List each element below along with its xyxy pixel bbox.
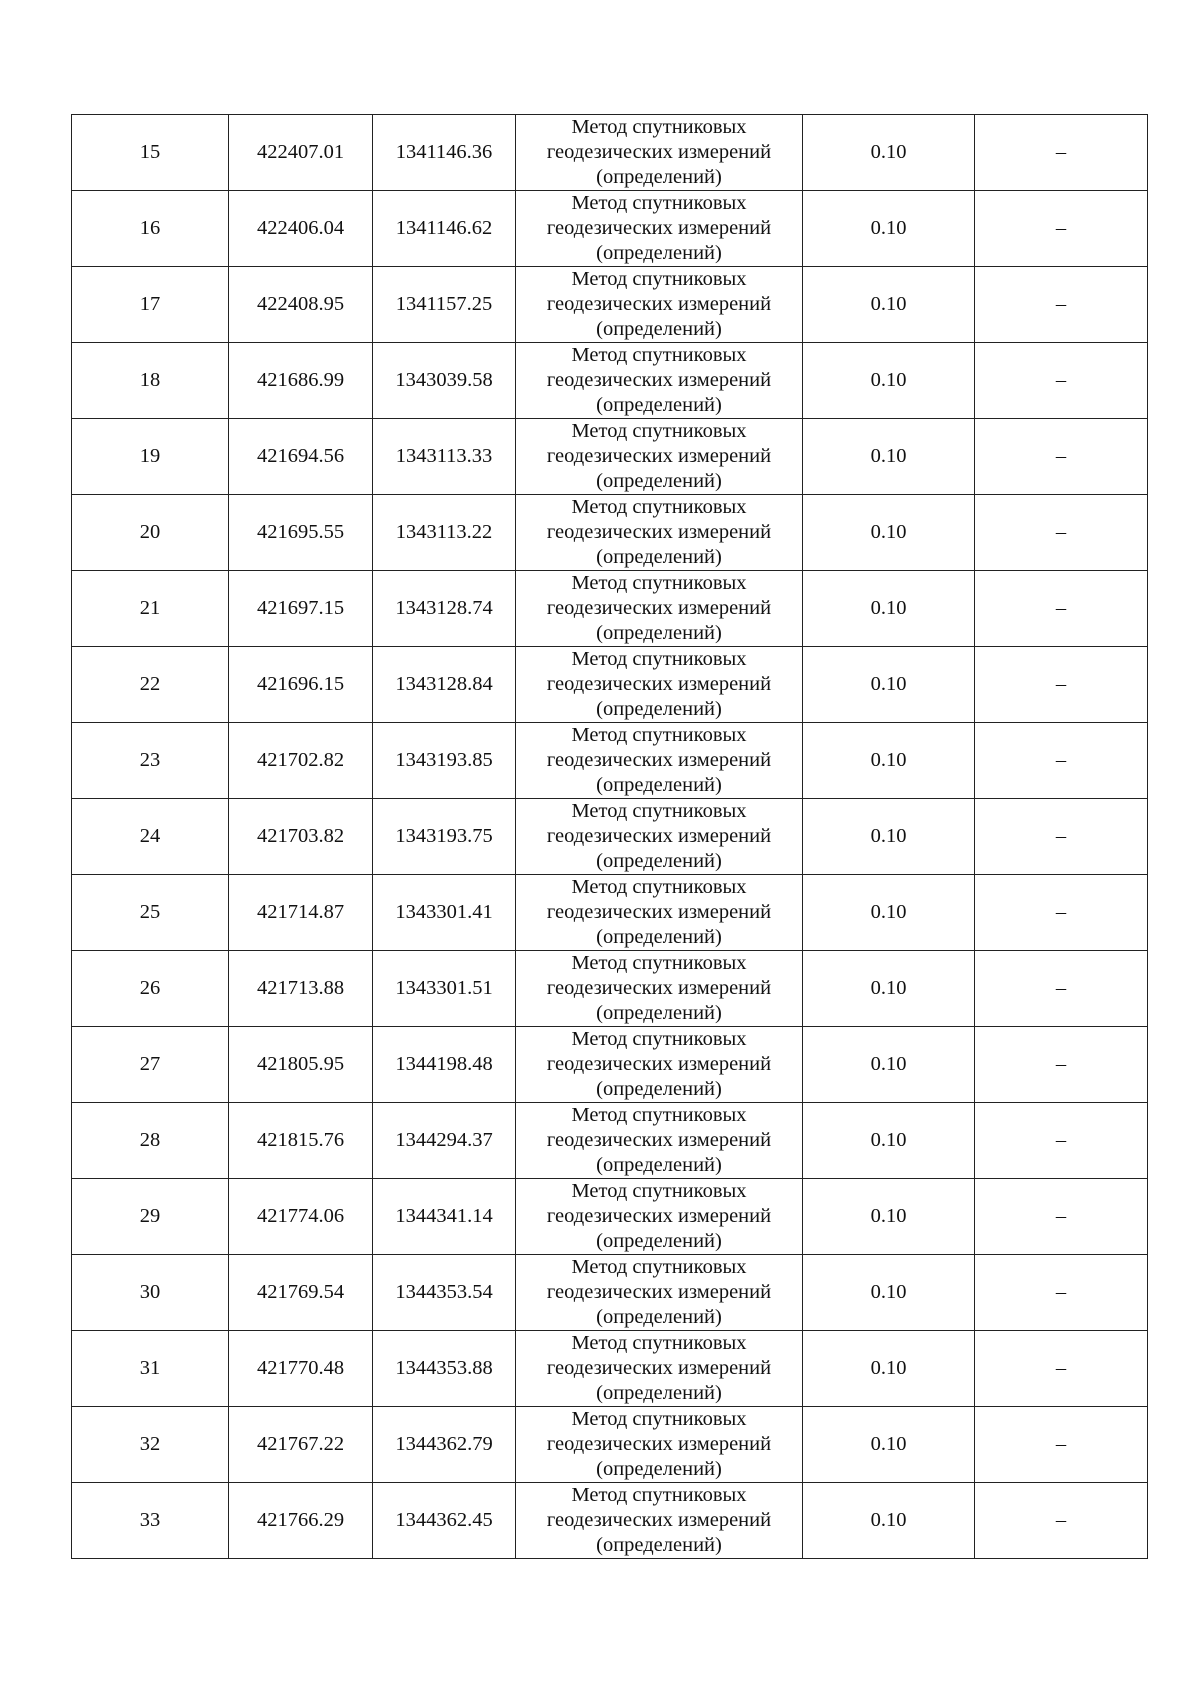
- y-coordinate-cell: 1343113.22: [373, 495, 516, 571]
- accuracy-cell: 0.10: [803, 1179, 975, 1255]
- note-cell: –: [975, 1331, 1148, 1407]
- note-cell: –: [975, 1103, 1148, 1179]
- accuracy-cell: 0.10: [803, 1331, 975, 1407]
- method-line: геодезических измерений: [546, 521, 772, 543]
- table-row: [72, 723, 1148, 799]
- method-line: Метод спутниковых: [571, 1484, 747, 1506]
- y-coordinate-cell: 1344353.54: [373, 1255, 516, 1331]
- note-cell: –: [975, 419, 1148, 495]
- method-line: Метод спутниковых: [571, 952, 747, 974]
- point-number-cell: 26: [72, 951, 229, 1027]
- method-line: геодезических измерений: [546, 445, 772, 467]
- x-coordinate-cell: 421695.55: [229, 495, 373, 571]
- method-cell: [516, 495, 803, 571]
- note-cell: –: [975, 115, 1148, 191]
- accuracy-cell: 0.10: [803, 343, 975, 419]
- x-coordinate-cell: 421770.48: [229, 1331, 373, 1407]
- x-coordinate-cell: 421714.87: [229, 875, 373, 951]
- method-line: (определений): [596, 1458, 722, 1480]
- y-coordinate-cell: 1343128.84: [373, 647, 516, 723]
- accuracy-cell: 0.10: [803, 115, 975, 191]
- method-line: Метод спутниковых: [571, 1104, 747, 1126]
- method-line: Метод спутниковых: [571, 116, 747, 138]
- method-line: (определений): [596, 1534, 722, 1556]
- accuracy-cell: 0.10: [803, 267, 975, 343]
- method-line: (определений): [596, 470, 722, 492]
- method-cell: [516, 419, 803, 495]
- method-cell: [516, 1255, 803, 1331]
- point-number-cell: 22: [72, 647, 229, 723]
- table-row: [72, 495, 1148, 571]
- y-coordinate-cell: 1343301.51: [373, 951, 516, 1027]
- note-cell: –: [975, 723, 1148, 799]
- x-coordinate-cell: 421696.15: [229, 647, 373, 723]
- note-cell: –: [975, 1483, 1148, 1559]
- method-line: Метод спутниковых: [571, 1332, 747, 1354]
- table-row: [72, 647, 1148, 723]
- x-coordinate-cell: 421766.29: [229, 1483, 373, 1559]
- method-line: геодезических измерений: [546, 1509, 772, 1531]
- x-coordinate-cell: 421702.82: [229, 723, 373, 799]
- note-cell: –: [975, 1407, 1148, 1483]
- method-cell: [516, 951, 803, 1027]
- accuracy-cell: 0.10: [803, 495, 975, 571]
- table-row: [72, 115, 1148, 191]
- y-coordinate-cell: 1344294.37: [373, 1103, 516, 1179]
- method-line: (определений): [596, 698, 722, 720]
- accuracy-cell: 0.10: [803, 647, 975, 723]
- method-line: (определений): [596, 774, 722, 796]
- accuracy-cell: 0.10: [803, 723, 975, 799]
- method-line: Метод спутниковых: [571, 268, 747, 290]
- table-row: [72, 875, 1148, 951]
- accuracy-cell: 0.10: [803, 1103, 975, 1179]
- x-coordinate-cell: 421697.15: [229, 571, 373, 647]
- note-cell: –: [975, 191, 1148, 267]
- method-line: Метод спутниковых: [571, 876, 747, 898]
- point-number-cell: 19: [72, 419, 229, 495]
- accuracy-cell: 0.10: [803, 571, 975, 647]
- method-line: (определений): [596, 850, 722, 872]
- method-line: геодезических измерений: [546, 1053, 772, 1075]
- x-coordinate-cell: 422406.04: [229, 191, 373, 267]
- x-coordinate-cell: 421703.82: [229, 799, 373, 875]
- method-cell: [516, 1103, 803, 1179]
- method-cell: [516, 267, 803, 343]
- method-line: Метод спутниковых: [571, 344, 747, 366]
- method-cell: [516, 1483, 803, 1559]
- x-coordinate-cell: 421713.88: [229, 951, 373, 1027]
- method-line: (определений): [596, 1306, 722, 1328]
- method-line: (определений): [596, 1154, 722, 1176]
- point-number-cell: 32: [72, 1407, 229, 1483]
- y-coordinate-cell: 1343128.74: [373, 571, 516, 647]
- table-row: [72, 1331, 1148, 1407]
- y-coordinate-cell: 1341146.36: [373, 115, 516, 191]
- y-coordinate-cell: 1343301.41: [373, 875, 516, 951]
- method-line: Метод спутниковых: [571, 648, 747, 670]
- y-coordinate-cell: 1343193.85: [373, 723, 516, 799]
- method-line: (определений): [596, 546, 722, 568]
- accuracy-cell: 0.10: [803, 1255, 975, 1331]
- method-line: Метод спутниковых: [571, 572, 747, 594]
- note-cell: –: [975, 1027, 1148, 1103]
- y-coordinate-cell: 1341157.25: [373, 267, 516, 343]
- method-cell: [516, 1179, 803, 1255]
- method-cell: [516, 1331, 803, 1407]
- table-row: [72, 267, 1148, 343]
- method-cell: [516, 647, 803, 723]
- point-number-cell: 24: [72, 799, 229, 875]
- point-number-cell: 18: [72, 343, 229, 419]
- method-line: (определений): [596, 1078, 722, 1100]
- x-coordinate-cell: 421815.76: [229, 1103, 373, 1179]
- method-line: геодезических измерений: [546, 1129, 772, 1151]
- y-coordinate-cell: 1344362.45: [373, 1483, 516, 1559]
- note-cell: –: [975, 495, 1148, 571]
- y-coordinate-cell: 1341146.62: [373, 191, 516, 267]
- y-coordinate-cell: 1344353.88: [373, 1331, 516, 1407]
- method-line: (определений): [596, 242, 722, 264]
- method-line: геодезических измерений: [546, 977, 772, 999]
- method-cell: [516, 875, 803, 951]
- accuracy-cell: 0.10: [803, 951, 975, 1027]
- y-coordinate-cell: 1343039.58: [373, 343, 516, 419]
- method-cell: [516, 571, 803, 647]
- point-number-cell: 30: [72, 1255, 229, 1331]
- x-coordinate-cell: 421686.99: [229, 343, 373, 419]
- method-line: геодезических измерений: [546, 597, 772, 619]
- accuracy-cell: 0.10: [803, 799, 975, 875]
- method-cell: [516, 799, 803, 875]
- method-line: (определений): [596, 1230, 722, 1252]
- x-coordinate-cell: 422407.01: [229, 115, 373, 191]
- x-coordinate-cell: 421769.54: [229, 1255, 373, 1331]
- table-row: [72, 343, 1148, 419]
- y-coordinate-cell: 1343113.33: [373, 419, 516, 495]
- note-cell: –: [975, 1179, 1148, 1255]
- table-row: [72, 1027, 1148, 1103]
- x-coordinate-cell: 422408.95: [229, 267, 373, 343]
- note-cell: –: [975, 951, 1148, 1027]
- method-line: геодезических измерений: [546, 1433, 772, 1455]
- method-line: Метод спутниковых: [571, 1408, 747, 1430]
- point-number-cell: 28: [72, 1103, 229, 1179]
- method-line: Метод спутниковых: [571, 1028, 747, 1050]
- x-coordinate-cell: 421805.95: [229, 1027, 373, 1103]
- note-cell: –: [975, 343, 1148, 419]
- x-coordinate-cell: 421694.56: [229, 419, 373, 495]
- method-line: геодезических измерений: [546, 825, 772, 847]
- table-row: [72, 799, 1148, 875]
- y-coordinate-cell: 1344198.48: [373, 1027, 516, 1103]
- point-number-cell: 20: [72, 495, 229, 571]
- method-line: геодезических измерений: [546, 293, 772, 315]
- x-coordinate-cell: 421767.22: [229, 1407, 373, 1483]
- point-number-cell: 31: [72, 1331, 229, 1407]
- note-cell: –: [975, 799, 1148, 875]
- method-line: геодезических измерений: [546, 369, 772, 391]
- y-coordinate-cell: 1344341.14: [373, 1179, 516, 1255]
- method-cell: [516, 723, 803, 799]
- table-row: [72, 191, 1148, 267]
- method-line: (определений): [596, 318, 722, 340]
- point-number-cell: 15: [72, 115, 229, 191]
- table-row: [72, 1103, 1148, 1179]
- method-line: Метод спутниковых: [571, 724, 747, 746]
- point-number-cell: 23: [72, 723, 229, 799]
- note-cell: –: [975, 1255, 1148, 1331]
- point-number-cell: 21: [72, 571, 229, 647]
- note-cell: –: [975, 647, 1148, 723]
- x-coordinate-cell: 421774.06: [229, 1179, 373, 1255]
- method-line: геодезических измерений: [546, 673, 772, 695]
- method-line: Метод спутниковых: [571, 1180, 747, 1202]
- accuracy-cell: 0.10: [803, 1483, 975, 1559]
- method-line: Метод спутниковых: [571, 420, 747, 442]
- note-cell: –: [975, 875, 1148, 951]
- method-line: (определений): [596, 1382, 722, 1404]
- method-line: (определений): [596, 394, 722, 416]
- accuracy-cell: 0.10: [803, 419, 975, 495]
- table-row: [72, 1255, 1148, 1331]
- method-line: геодезических измерений: [546, 217, 772, 239]
- point-number-cell: 29: [72, 1179, 229, 1255]
- point-number-cell: 17: [72, 267, 229, 343]
- method-cell: [516, 1407, 803, 1483]
- table-row: [72, 951, 1148, 1027]
- y-coordinate-cell: 1344362.79: [373, 1407, 516, 1483]
- method-line: геодезических измерений: [546, 749, 772, 771]
- note-cell: –: [975, 267, 1148, 343]
- table-row: [72, 1407, 1148, 1483]
- accuracy-cell: 0.10: [803, 875, 975, 951]
- point-number-cell: 25: [72, 875, 229, 951]
- method-line: Метод спутниковых: [571, 192, 747, 214]
- method-line: геодезических измерений: [546, 1205, 772, 1227]
- method-cell: [516, 1027, 803, 1103]
- point-number-cell: 16: [72, 191, 229, 267]
- method-line: Метод спутниковых: [571, 1256, 747, 1278]
- accuracy-cell: 0.10: [803, 191, 975, 267]
- coordinates-table-body: [72, 115, 1148, 1559]
- point-number-cell: 27: [72, 1027, 229, 1103]
- table-row: [72, 419, 1148, 495]
- method-line: геодезических измерений: [546, 1357, 772, 1379]
- method-line: (определений): [596, 622, 722, 644]
- method-cell: [516, 115, 803, 191]
- coordinates-table: [71, 114, 1148, 1559]
- method-line: Метод спутниковых: [571, 496, 747, 518]
- method-line: геодезических измерений: [546, 1281, 772, 1303]
- method-line: Метод спутниковых: [571, 800, 747, 822]
- table-row: [72, 571, 1148, 647]
- method-line: геодезических измерений: [546, 141, 772, 163]
- method-line: (определений): [596, 166, 722, 188]
- method-line: геодезических измерений: [546, 901, 772, 923]
- method-cell: [516, 191, 803, 267]
- accuracy-cell: 0.10: [803, 1407, 975, 1483]
- method-line: (определений): [596, 1002, 722, 1024]
- method-line: (определений): [596, 926, 722, 948]
- y-coordinate-cell: 1343193.75: [373, 799, 516, 875]
- accuracy-cell: 0.10: [803, 1027, 975, 1103]
- note-cell: –: [975, 571, 1148, 647]
- point-number-cell: 33: [72, 1483, 229, 1559]
- table-row: [72, 1483, 1148, 1559]
- method-cell: [516, 343, 803, 419]
- table-row: [72, 1179, 1148, 1255]
